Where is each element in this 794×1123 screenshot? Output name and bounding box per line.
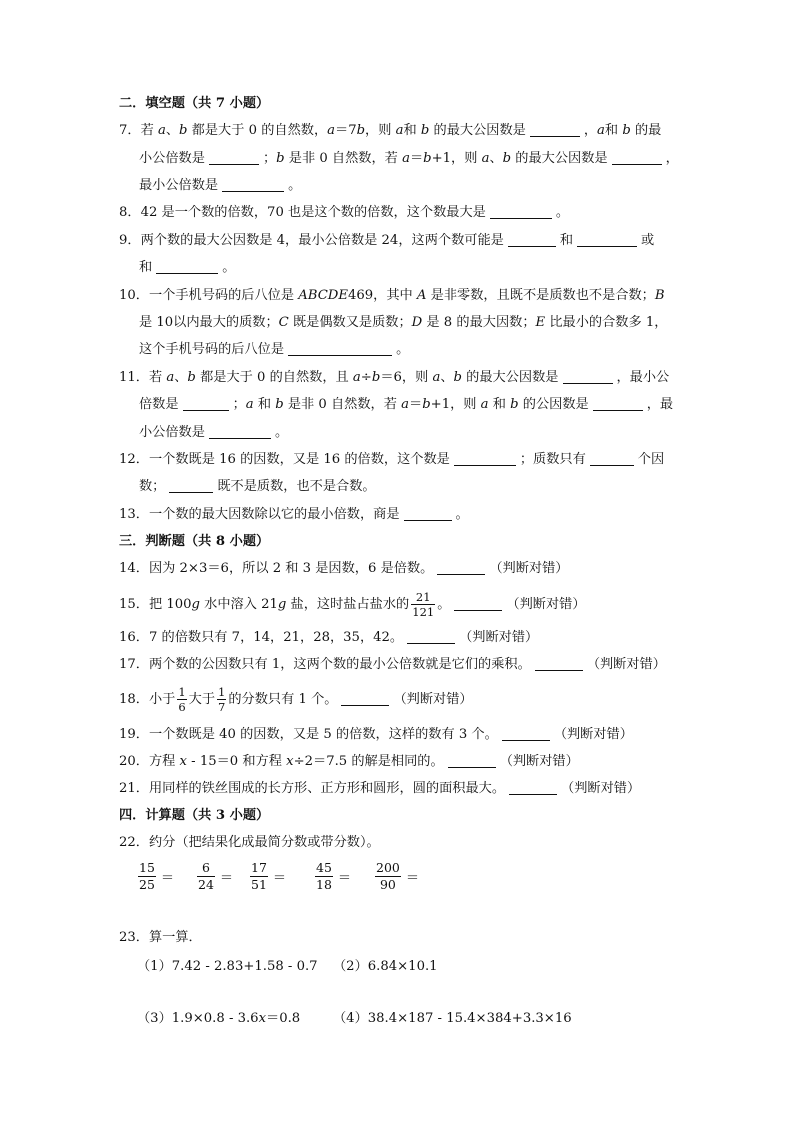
question-12-line-2: 数； 既不是质数，也不是合数。 <box>139 479 376 494</box>
calc-problem-2: （2）6.84×10.1 <box>333 959 438 974</box>
question-9-line-2: 和 。 <box>139 260 236 275</box>
answer-blank[interactable] <box>508 232 556 247</box>
question-7-line-1: 7．若 a、b 都是大于 0 的自然数，a＝7b，则 a和 b 的最大公因数是 ，a和 b 的最 <box>119 123 662 138</box>
question-15: 15．把 100g 水中溶入 21g 盐，这时盐占盐水的 $\frac{21}{121}$ 。 （判断对错） <box>119 590 586 619</box>
answer-blank[interactable] <box>590 451 634 466</box>
answer-blank[interactable] <box>404 506 452 521</box>
answer-blank[interactable] <box>183 396 229 411</box>
reduce-fraction-item: $\frac{15}{25}$ ＝ <box>139 860 175 892</box>
answer-blank[interactable] <box>407 629 455 644</box>
question-11-line-3: 小公倍数是 。 <box>139 425 289 440</box>
calc-problem-4: （4）38.4×187 - 15.4×384+3.3×16 <box>333 1011 572 1026</box>
fraction: $\frac{1}{6}$ <box>178 685 186 714</box>
question-8: 8．42 是一个数的倍数，70 也是这个数的倍数，这个数最大是 。 <box>119 205 570 220</box>
question-20: 20．方程 x - 15＝0 和方程 x÷2＝7.5 的解是相同的。 （判断对错） <box>119 754 579 769</box>
reduce-fraction-item: $\frac{6}{24}$ ＝ <box>198 860 234 892</box>
answer-blank[interactable] <box>437 560 485 575</box>
answer-blank[interactable] <box>209 150 259 165</box>
question-22-title: 22．约分（把结果化成最简分数或带分数）。 <box>119 835 380 850</box>
answer-blank[interactable] <box>341 691 389 706</box>
fraction: $\frac{6}{24}$ <box>198 860 214 892</box>
question-18: 18．小于 $\frac{1}{6}$ 大于 $\frac{1}{7}$ 的分数只有 1 个。 （判断对错） <box>119 685 473 714</box>
fraction: $\frac{15}{25}$ <box>139 860 155 892</box>
question-14: 14．因为 2×3＝6，所以 2 和 3 是因数，6 是倍数。 （判断对错） <box>119 561 569 576</box>
calc-problem-3: （3）1.9×0.8 - 3.6x＝0.8 <box>137 1011 301 1026</box>
reduce-fraction-item: $\frac{17}{51}$ ＝ <box>251 860 287 892</box>
question-7-line-2: 小公倍数是 ；b 是非 0 自然数，若 a＝b+1，则 a、b 的最大公因数是 ， <box>139 151 679 166</box>
question-16: 16．7 的倍数只有 7，14，21，28，35，42。 （判断对错） <box>119 630 539 645</box>
section-heading-calc: 四．计算题（共 3 小题） <box>119 808 270 823</box>
answer-blank[interactable] <box>448 753 496 768</box>
question-19: 19．一个数既是 40 的因数，又是 5 的倍数，这样的数有 3 个。 （判断对错） <box>119 727 633 742</box>
question-23-title: 23．算一算． <box>119 930 202 945</box>
fraction: $\frac{45}{18}$ <box>316 860 332 892</box>
question-12-line-1: 12．一个数既是 16 的因数，又是 16 的倍数，这个数是 ；质数只有 个因 <box>119 452 665 467</box>
answer-blank[interactable] <box>209 424 271 439</box>
answer-blank[interactable] <box>222 177 284 192</box>
question-10-line-3: 这个手机号码的后八位是 。 <box>139 342 410 357</box>
answer-blank[interactable] <box>169 478 213 493</box>
question-21: 21．用同样的铁丝围成的长方形、正方形和圆形，圆的面积最大。 （判断对错） <box>119 781 641 796</box>
reduce-fraction-item: $\frac{200}{90}$ ＝ <box>376 860 420 892</box>
answer-blank[interactable] <box>288 341 392 356</box>
fraction: $\frac{21}{121}$ <box>412 590 435 619</box>
answer-blank[interactable] <box>454 596 502 611</box>
reduce-fraction-item: $\frac{45}{18}$ ＝ <box>316 860 352 892</box>
section-heading-fill: 二．填空题（共 7 小题） <box>119 96 270 111</box>
answer-blank[interactable] <box>454 451 516 466</box>
question-17: 17．两个数的公因数只有 1，这两个数的最小公倍数就是它们的乘积。 （判断对错） <box>119 657 666 672</box>
answer-blank[interactable] <box>530 122 580 137</box>
answer-blank[interactable] <box>535 656 583 671</box>
question-10-line-2: 是 10以内最大的质数；C 既是偶数又是质数；D 是 8 的最大因数；E 比最小的合数多 1， <box>139 315 668 330</box>
answer-blank[interactable] <box>563 369 613 384</box>
question-10-line-1: 10．一个手机号码的后八位是 ABCDE469，其中 A 是非零数，且既不是质数也不是合数；B <box>119 288 665 303</box>
question-7-line-3: 最小公倍数是 。 <box>139 178 302 193</box>
fraction: $\frac{17}{51}$ <box>251 860 267 892</box>
calc-problem-1: （1）7.42 - 2.83+1.58 - 0.7 <box>137 959 318 974</box>
fraction: $\frac{1}{7}$ <box>218 685 226 714</box>
section-heading-judge: 三．判断题（共 8 小题） <box>119 534 270 549</box>
question-11-line-1: 11．若 a、b 都是大于 0 的自然数，且 a÷b＝6，则 a、b 的最大公因数是 ，最小公 <box>119 370 670 385</box>
answer-blank[interactable] <box>612 150 662 165</box>
question-11-line-2: 倍数是 ；a 和 b 是非 0 自然数，若 a＝b+1，则 a 和 b 的公因数是 ，最 <box>139 397 674 412</box>
answer-blank[interactable] <box>577 232 637 247</box>
question-9-line-1: 9．两个数的最大公因数是 4，最小公倍数是 24，这两个数可能是 和 或 <box>119 233 655 248</box>
answer-blank[interactable] <box>593 396 643 411</box>
question-13: 13．一个数的最大因数除以它的最小倍数，商是 。 <box>119 507 469 522</box>
answer-blank[interactable] <box>502 726 550 741</box>
answer-blank[interactable] <box>509 780 557 795</box>
answer-blank[interactable] <box>490 204 552 219</box>
answer-blank[interactable] <box>156 259 218 274</box>
fraction: $\frac{200}{90}$ <box>376 860 400 892</box>
